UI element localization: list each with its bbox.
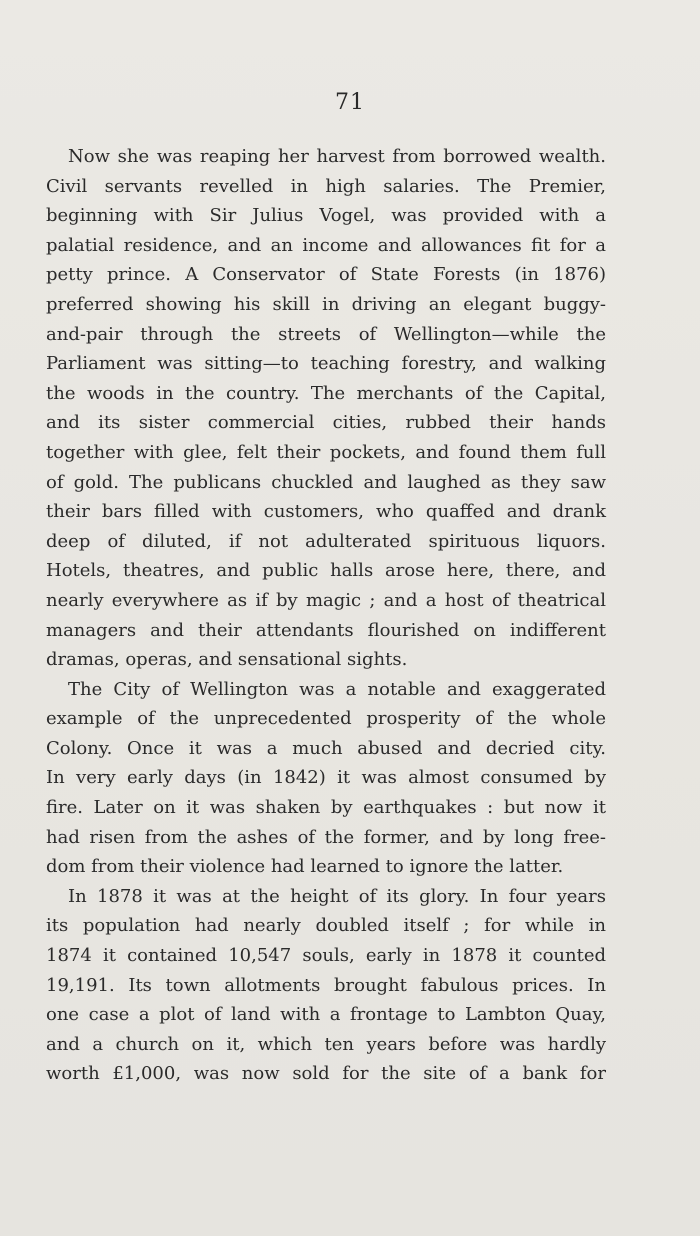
text-line: and a church on it, which ten years before was hardly [46, 1033, 606, 1055]
text-line: example of the unprecedented prosperity of the whole [46, 708, 606, 730]
text-line: together with glee, felt their pockets, and found them full [46, 441, 606, 463]
text-line: dramas, operas, and sensational sights. [46, 649, 408, 671]
text-line: 1874 it contained 10,547 souls, early in 1878 it counted [46, 945, 606, 967]
text-line: Civil servants revelled in high salaries. The Premier, [46, 175, 606, 197]
text-line: the woods in the country. The merchants of the Capital, [46, 382, 606, 404]
text-line: Colony. Once it was a much abused and decried city. [46, 737, 606, 759]
text-line: Now she was reaping her harvest from borrowed wealth. [68, 146, 606, 167]
text-line: nearly everywhere as if by magic ; and a host of theatrical [46, 589, 606, 611]
text-line: their bars filled with customers, who quaffed and drank [46, 501, 606, 523]
text-line: In very early days (in 1842) it was almost consumed by [46, 767, 606, 789]
text-line: worth £1,000, was now sold for the site of a bank for [46, 1063, 606, 1085]
text-line: and its sister commercial cities, rubbed their hands [46, 412, 606, 434]
text-line: petty prince. A Conservator of State Forests (in 1876) [46, 264, 606, 286]
page-number: 71 [335, 90, 365, 115]
paragraph-2 [46, 675, 606, 882]
text-line: deep of diluted, if not adulterated spirituous liquors. [46, 530, 606, 552]
text-line: preferred showing his skill in driving an elegant buggy- [46, 293, 606, 315]
text-line: one case a plot of land with a frontage to Lambton Quay, [46, 1004, 606, 1026]
text-line: had risen from the ashes of the former, and by long free- [46, 826, 606, 848]
text-line: Parliament was sitting—to teaching forestry, and walking [46, 353, 606, 375]
paragraph-1 [46, 142, 606, 675]
text-line: In 1878 it was at the height of its glory. In four years [68, 885, 606, 907]
text-line: The City of Wellington was a notable and exaggerated [68, 678, 606, 700]
text-line: dom from their violence had learned to ignore the latter. [46, 856, 564, 878]
text-line: Hotels, theatres, and public halls arose here, there, and [46, 560, 606, 582]
text-line: beginning with Sir Julius Vogel, was provided with a [46, 205, 606, 227]
text-line: of gold. The publicans chuckled and laughed as they saw [46, 471, 606, 493]
body-text [46, 142, 606, 1089]
text-line: its population had nearly doubled itself ; for while in [46, 915, 606, 937]
text-line: fire. Later on it was shaken by earthquakes : but now it [46, 797, 606, 819]
text-line: 19,191. Its town allotments brought fabulous prices. In [46, 974, 606, 996]
text-line: managers and their attendants flourished on indifferent [46, 619, 606, 641]
text-line: palatial residence, and an income and allowances fit for a [46, 234, 606, 256]
text-line: and-pair through the streets of Wellington—while the [46, 323, 606, 345]
paragraph-3 [46, 882, 606, 1089]
